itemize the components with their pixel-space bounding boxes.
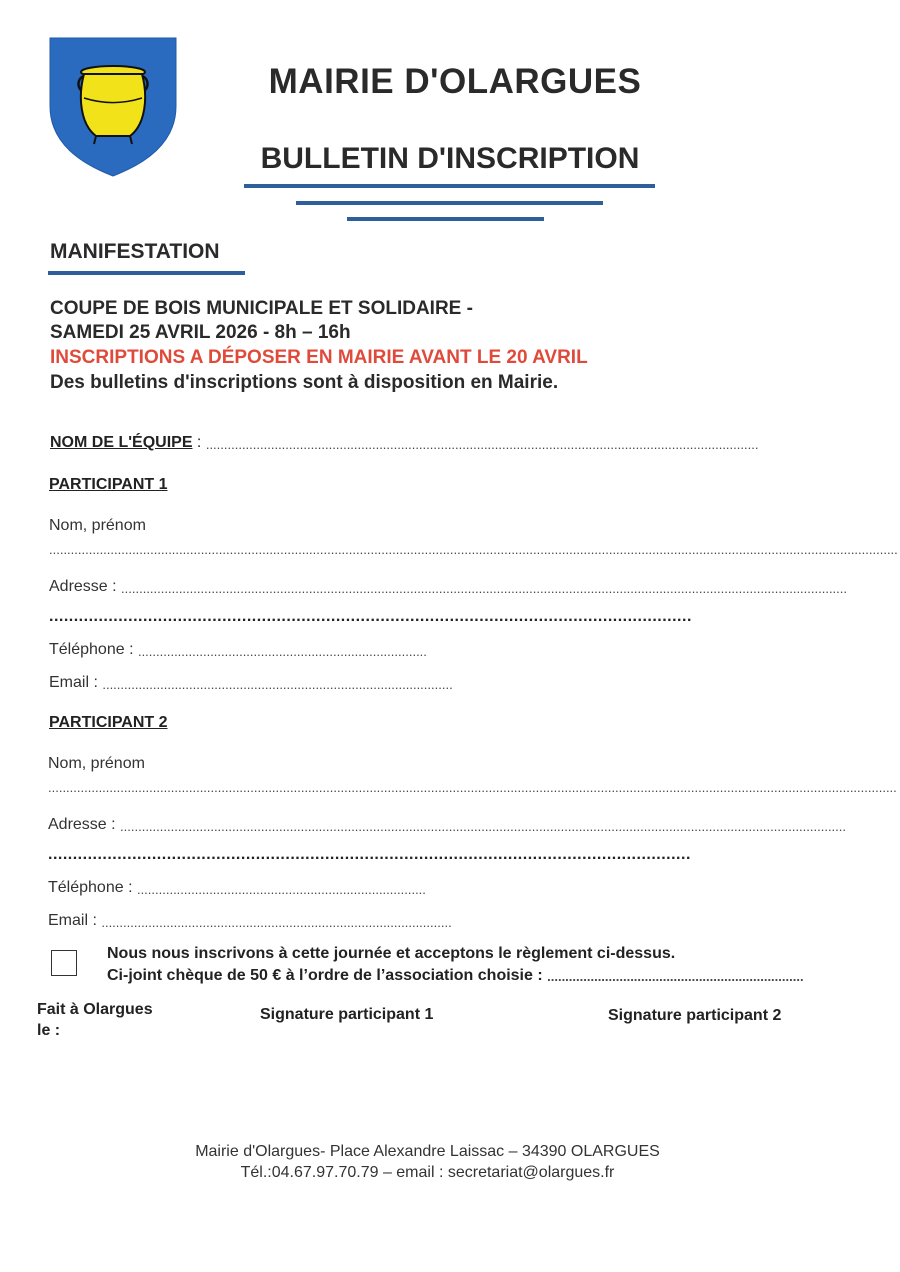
participant-2-name-label: Nom, prénom [48,755,145,772]
date-label: le : [37,1022,61,1039]
section-heading: MANIFESTATION [50,240,220,263]
participant-1-name-field[interactable]: ........................................................................................................................................................................................................................................... [49,542,898,557]
page-title: MAIRIE D'OLARGUES [268,62,642,101]
agreement-text: Nous nous inscrivons à cette journée et acceptons le règlement ci-dessus. [107,945,676,962]
participant-2-heading: PARTICIPANT 2 [49,714,168,731]
participant-1-address-line-2[interactable]: .................................................................................................................................. [49,608,692,625]
participant-1-email-field[interactable]: Email : ................................................................................................. [49,674,453,692]
footer-contact: Tél.:04.67.97.70.79 – email : secretariat@olargues.fr [240,1164,615,1181]
signature-1-label: Signature participant 1 [260,1006,434,1023]
participant-2-email-field[interactable]: Email : ................................................................................................. [48,912,452,930]
participant-2-name-field[interactable]: ........................................................................................................................................................................................................................................... [48,780,897,795]
team-name-label: NOM DE L'ÉQUIPE [50,434,193,451]
participant-2-address-line-2[interactable]: .................................................................................................................................. [48,846,691,863]
title-divider [296,201,603,205]
event-deadline: INSCRIPTIONS A DÉPOSER EN MAIRIE AVANT LE 20 AVRIL [50,347,588,368]
event-info: Des bulletins d'inscriptions sont à disposition en Mairie. [50,372,559,393]
participant-1-address-field[interactable]: Adresse : ......................................................................................................................................................................................................... [49,578,848,596]
title-divider [347,217,544,221]
title-divider [244,184,655,188]
footer-address: Mairie d'Olargues- Place Alexandre Laissac – 34390 OLARGUES [195,1143,660,1160]
form-title: BULLETIN D'INSCRIPTION [260,142,640,175]
participant-1-heading: PARTICIPANT 1 [49,476,168,493]
section-divider [48,271,245,275]
event-title: COUPE DE BOIS MUNICIPALE ET SOLIDAIRE - [50,298,473,319]
signature-2-label: Signature participant 2 [608,1007,782,1024]
participant-2-address-field[interactable]: Adresse : ......................................................................................................................................................................................................... [48,816,847,834]
participant-1-name-label: Nom, prénom [49,517,146,534]
agreement-checkbox[interactable] [51,950,77,976]
place-label: Fait à Olargues [37,1001,153,1018]
participant-2-phone-field[interactable]: Téléphone : ................................................................................ [48,879,426,897]
town-crest-logo [48,36,178,178]
participant-1-phone-field[interactable]: Téléphone : ................................................................................ [49,641,427,659]
event-date: SAMEDI 25 AVRIL 2026 - 8h – 16h [50,322,351,343]
team-name-field[interactable]: NOM DE L'ÉQUIPE : ......................................................................................................................................................... [50,434,759,452]
payment-field[interactable]: Ci-joint chèque de 50 € à l’ordre de l’association choisie : ....................................................................... [107,967,804,984]
